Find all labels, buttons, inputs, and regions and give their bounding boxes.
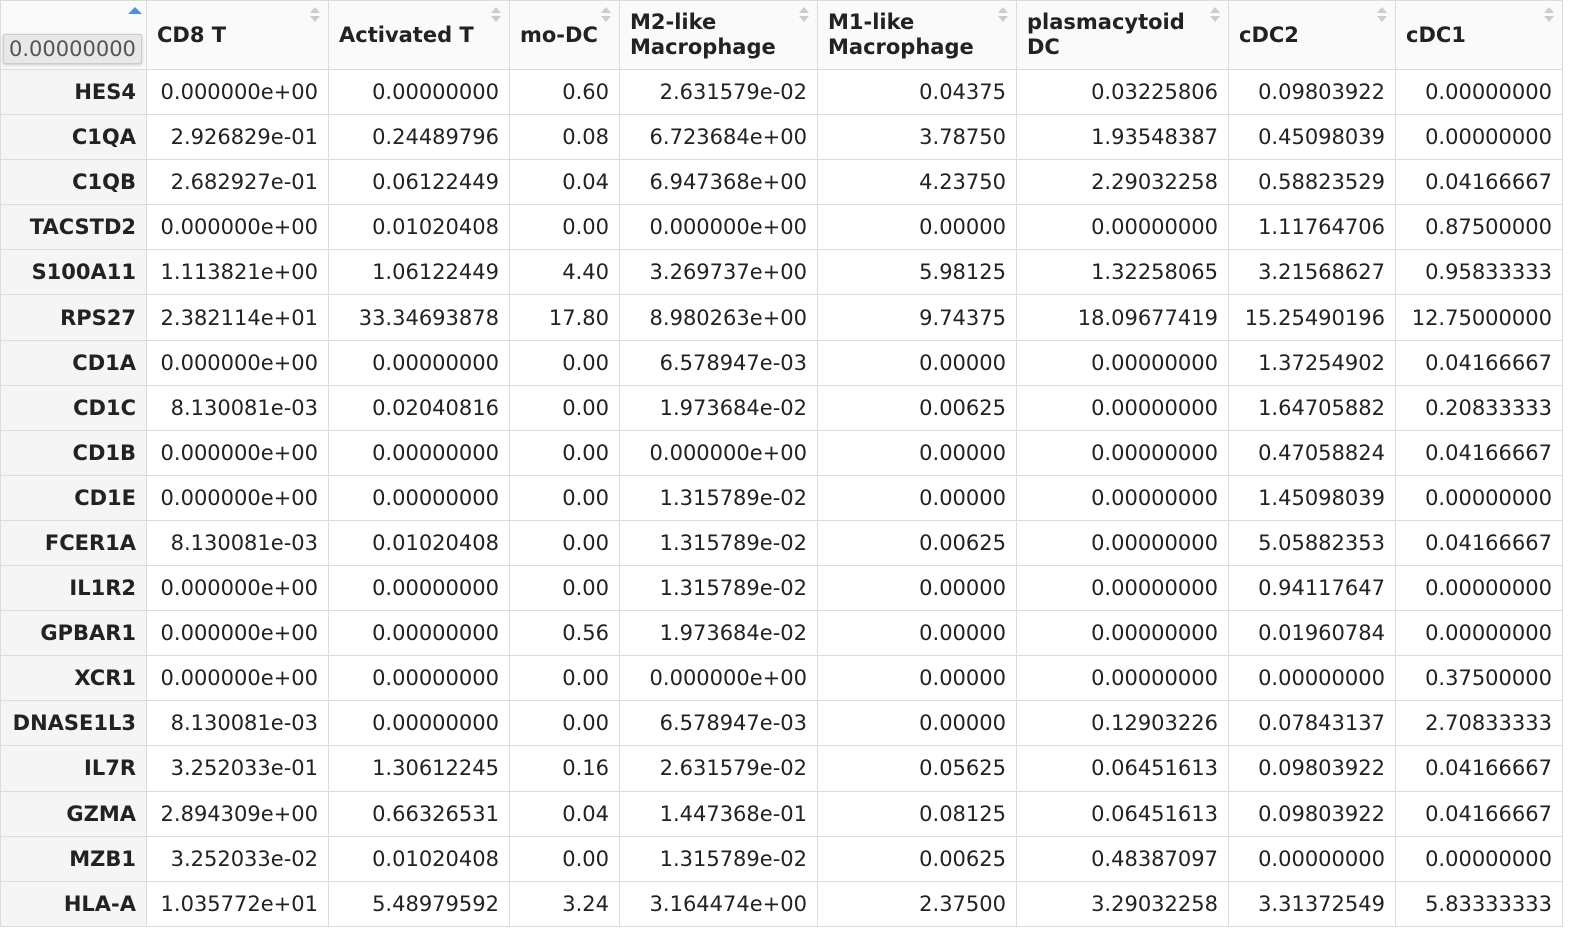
table-cell[interactable]: 1.32258065 [1017, 250, 1229, 295]
table-cell[interactable]: 0.03225806 [1017, 70, 1229, 115]
table-cell[interactable]: 0.00625 [818, 385, 1017, 430]
table-cell[interactable]: 0.00625 [818, 520, 1017, 565]
table-cell[interactable]: 1.93548387 [1017, 115, 1229, 160]
table-cell[interactable]: 0.08 [510, 115, 620, 160]
table-cell[interactable]: 0.000000e+00 [620, 430, 818, 475]
table-row [1, 340, 1563, 385]
table-cell[interactable]: 0.66326531 [329, 791, 510, 836]
table-cell[interactable]: 0.00000 [818, 340, 1017, 385]
sort-icon[interactable] [601, 7, 611, 23]
table-cell[interactable]: 0.00000 [818, 701, 1017, 746]
column-header[interactable] [510, 1, 620, 70]
table-cell[interactable]: 12.75000000 [1396, 295, 1563, 340]
table-cell[interactable]: 0.06122449 [329, 160, 510, 205]
table-cell[interactable]: 0.00000 [818, 566, 1017, 611]
row-name[interactable]: HLA-A [1, 881, 147, 926]
table-cell[interactable]: 1.37254902 [1229, 340, 1396, 385]
table-cell[interactable]: 0.01020408 [329, 520, 510, 565]
table-cell[interactable]: 0.04375 [818, 70, 1017, 115]
table-cell[interactable]: 0.00000000 [1396, 566, 1563, 611]
table-cell[interactable]: 0.000000e+00 [620, 656, 818, 701]
row-name[interactable]: TACSTD2 [1, 205, 147, 250]
table-cell[interactable]: 0.00 [510, 836, 620, 881]
table-row [1, 701, 1563, 746]
column-header[interactable] [818, 1, 1017, 70]
table-row [1, 475, 1563, 520]
table-cell[interactable]: 0.58823529 [1229, 160, 1396, 205]
table-cell[interactable]: 3.164474e+00 [620, 881, 818, 926]
table-cell[interactable]: 0.00 [510, 566, 620, 611]
table-cell[interactable]: 2.70833333 [1396, 701, 1563, 746]
table-cell[interactable]: 5.98125 [818, 250, 1017, 295]
table-cell[interactable]: 0.02040816 [329, 385, 510, 430]
table-cell[interactable]: 0.00000000 [1396, 611, 1563, 656]
table-cell[interactable]: 0.000000e+00 [147, 340, 329, 385]
table-cell[interactable]: 1.973684e-02 [620, 385, 818, 430]
sort-icon[interactable] [998, 7, 1008, 23]
table-cell[interactable]: 0.00000000 [1017, 385, 1229, 430]
table-cell[interactable]: 6.723684e+00 [620, 115, 818, 160]
sort-icon[interactable] [491, 7, 501, 23]
sort-ascending-icon[interactable] [128, 7, 138, 23]
table-cell[interactable]: 0.00000000 [329, 611, 510, 656]
table-row [1, 430, 1563, 475]
table-cell[interactable]: 0.00000000 [1017, 205, 1229, 250]
table-cell[interactable]: 0.00 [510, 701, 620, 746]
table-cell[interactable]: 0.04166667 [1396, 791, 1563, 836]
row-name[interactable]: C1QB [1, 160, 147, 205]
column-header-label: Activated T [339, 22, 474, 47]
column-header[interactable] [1396, 1, 1563, 70]
table-cell[interactable]: 0.00000 [818, 611, 1017, 656]
table-cell[interactable]: 0.00000000 [1017, 340, 1229, 385]
table-cell[interactable]: 0.000000e+00 [147, 566, 329, 611]
table-cell[interactable]: 0.00000000 [329, 70, 510, 115]
table-row [1, 881, 1563, 926]
table-cell[interactable]: 3.31372549 [1229, 881, 1396, 926]
table-cell[interactable]: 0.37500000 [1396, 656, 1563, 701]
column-header[interactable] [620, 1, 818, 70]
table-cell[interactable]: 0.00 [510, 385, 620, 430]
table-row [1, 791, 1563, 836]
table-cell[interactable]: 1.315789e-02 [620, 475, 818, 520]
table-cell[interactable]: 0.00000000 [1017, 520, 1229, 565]
table-cell[interactable]: 0.00000000 [329, 701, 510, 746]
table-row [1, 836, 1563, 881]
table-row [1, 746, 1563, 791]
table-row [1, 656, 1563, 701]
table-cell[interactable]: 0.00000000 [1017, 656, 1229, 701]
table-cell[interactable]: 0.00 [510, 430, 620, 475]
table-cell[interactable]: 0.00 [510, 340, 620, 385]
table-cell[interactable]: 8.130081e-03 [147, 701, 329, 746]
row-name[interactable]: CD1E [1, 475, 147, 520]
table-cell[interactable]: 17.80 [510, 295, 620, 340]
table-cell[interactable]: 0.00000000 [1396, 70, 1563, 115]
table-cell[interactable]: 0.00000000 [1396, 836, 1563, 881]
table-cell[interactable]: 0.05625 [818, 746, 1017, 791]
table-cell[interactable]: 0.00000000 [329, 656, 510, 701]
table-cell[interactable]: 1.113821e+00 [147, 250, 329, 295]
table-row [1, 385, 1563, 430]
table-row [1, 295, 1563, 340]
table-cell[interactable]: 0.00 [510, 656, 620, 701]
table-cell[interactable]: 0.04166667 [1396, 160, 1563, 205]
row-name[interactable]: S100A11 [1, 250, 147, 295]
column-header[interactable] [1229, 1, 1396, 70]
row-name[interactable]: DNASE1L3 [1, 701, 147, 746]
table-cell[interactable]: 0.47058824 [1229, 430, 1396, 475]
table-cell[interactable]: 1.035772e+01 [147, 881, 329, 926]
table-cell[interactable]: 1.315789e-02 [620, 520, 818, 565]
table-cell[interactable]: 0.06451613 [1017, 746, 1229, 791]
sort-icon[interactable] [799, 7, 809, 23]
sort-icon[interactable] [310, 7, 320, 23]
table-cell[interactable]: 0.60 [510, 70, 620, 115]
table-cell[interactable]: 0.12903226 [1017, 701, 1229, 746]
sort-icon[interactable] [1210, 7, 1220, 23]
table-cell[interactable]: 0.24489796 [329, 115, 510, 160]
table-cell[interactable]: 0.00000000 [1396, 115, 1563, 160]
table-cell[interactable]: 2.631579e-02 [620, 746, 818, 791]
column-header-label: mo-DC [520, 22, 598, 47]
table-cell[interactable]: 0.04166667 [1396, 746, 1563, 791]
table-row [1, 250, 1563, 295]
column-header-label: plasmacytoid DC [1027, 10, 1185, 59]
table-cell[interactable]: 3.269737e+00 [620, 250, 818, 295]
row-name[interactable]: C1QA [1, 115, 147, 160]
row-name[interactable]: CD1A [1, 340, 147, 385]
table-cell[interactable]: 18.09677419 [1017, 295, 1229, 340]
table-cell[interactable]: 1.45098039 [1229, 475, 1396, 520]
row-name[interactable]: CD1C [1, 385, 147, 430]
column-header[interactable] [1017, 1, 1229, 70]
table-cell[interactable]: 0.01020408 [329, 836, 510, 881]
table-cell[interactable]: 0.09803922 [1229, 746, 1396, 791]
table-cell[interactable]: 2.382114e+01 [147, 295, 329, 340]
table-cell[interactable]: 0.95833333 [1396, 250, 1563, 295]
table-row [1, 611, 1563, 656]
table-cell[interactable]: 8.130081e-03 [147, 520, 329, 565]
table-cell[interactable]: 2.682927e-01 [147, 160, 329, 205]
table-cell[interactable]: 0.000000e+00 [147, 656, 329, 701]
table-cell[interactable]: 0.00000000 [1396, 475, 1563, 520]
table-cell[interactable]: 0.00000000 [1017, 430, 1229, 475]
row-name[interactable]: RPS27 [1, 295, 147, 340]
table-cell[interactable]: 9.74375 [818, 295, 1017, 340]
table-cell[interactable]: 0.04166667 [1396, 520, 1563, 565]
table-cell[interactable]: 15.25490196 [1229, 295, 1396, 340]
table-cell[interactable]: 1.973684e-02 [620, 611, 818, 656]
table-cell[interactable]: 1.447368e-01 [620, 791, 818, 836]
column-header-label: M1-like Macrophage [828, 10, 974, 59]
table-cell[interactable]: 0.000000e+00 [147, 611, 329, 656]
table-cell[interactable]: 0.20833333 [1396, 385, 1563, 430]
table-cell[interactable]: 0.00000000 [1017, 566, 1229, 611]
table-cell[interactable]: 6.578947e-03 [620, 340, 818, 385]
table-cell[interactable]: 2.894309e+00 [147, 791, 329, 836]
table-cell[interactable]: 33.34693878 [329, 295, 510, 340]
table-cell[interactable]: 0.04 [510, 160, 620, 205]
table-cell[interactable]: 2.37500 [818, 881, 1017, 926]
table-cell[interactable]: 5.83333333 [1396, 881, 1563, 926]
table-cell[interactable]: 3.252033e-02 [147, 836, 329, 881]
table-cell[interactable]: 0.000000e+00 [147, 475, 329, 520]
table-cell[interactable]: 0.00000 [818, 205, 1017, 250]
table-cell[interactable]: 0.00000000 [1017, 611, 1229, 656]
table-cell[interactable]: 0.00000000 [329, 475, 510, 520]
table-row [1, 566, 1563, 611]
table-cell[interactable]: 0.00000000 [329, 340, 510, 385]
table-cell[interactable]: 6.947368e+00 [620, 160, 818, 205]
table-cell[interactable]: 0.00625 [818, 836, 1017, 881]
table-cell[interactable]: 0.04 [510, 791, 620, 836]
row-name[interactable]: CD1B [1, 430, 147, 475]
table-cell[interactable]: 1.64705882 [1229, 385, 1396, 430]
table-cell[interactable]: 3.21568627 [1229, 250, 1396, 295]
column-header-label: cDC1 [1406, 22, 1466, 47]
table-cell[interactable]: 0.00 [510, 520, 620, 565]
row-name[interactable]: GPBAR1 [1, 611, 147, 656]
cell-tooltip: 0.00000000 [3, 34, 142, 64]
table-cell[interactable]: 0.06451613 [1017, 791, 1229, 836]
table-row [1, 520, 1563, 565]
table-cell[interactable]: 2.926829e-01 [147, 115, 329, 160]
row-name[interactable]: HES4 [1, 70, 147, 115]
table-cell[interactable]: 0.000000e+00 [620, 205, 818, 250]
table-cell[interactable]: 0.45098039 [1229, 115, 1396, 160]
table-cell[interactable]: 0.000000e+00 [147, 205, 329, 250]
table-cell[interactable]: 1.30612245 [329, 746, 510, 791]
table-cell[interactable]: 0.00 [510, 475, 620, 520]
table-cell[interactable]: 3.24 [510, 881, 620, 926]
column-header-label: cDC2 [1239, 22, 1299, 47]
table-cell[interactable]: 3.78750 [818, 115, 1017, 160]
table-cell[interactable]: 0.04166667 [1396, 340, 1563, 385]
column-header[interactable] [329, 1, 510, 70]
row-name[interactable]: MZB1 [1, 836, 147, 881]
table-cell[interactable]: 3.29032258 [1017, 881, 1229, 926]
table-body [1, 70, 1563, 927]
table-cell[interactable]: 2.29032258 [1017, 160, 1229, 205]
table-cell[interactable]: 1.315789e-02 [620, 566, 818, 611]
column-header-label: M2-like Macrophage [630, 10, 776, 59]
table-cell[interactable]: 6.578947e-03 [620, 701, 818, 746]
row-name[interactable]: IL1R2 [1, 566, 147, 611]
table-cell[interactable]: 0.16 [510, 746, 620, 791]
table-cell[interactable]: 0.00000000 [329, 430, 510, 475]
row-name[interactable]: XCR1 [1, 656, 147, 701]
table-cell[interactable]: 0.09803922 [1229, 70, 1396, 115]
table-cell[interactable]: 1.315789e-02 [620, 836, 818, 881]
table-cell[interactable]: 0.000000e+00 [147, 430, 329, 475]
table-cell[interactable]: 8.130081e-03 [147, 385, 329, 430]
table-cell[interactable]: 1.06122449 [329, 250, 510, 295]
sort-icon[interactable] [1544, 7, 1554, 23]
table-row [1, 70, 1563, 115]
table-cell[interactable]: 0.00000000 [1229, 656, 1396, 701]
table-cell[interactable]: 0.00000 [818, 430, 1017, 475]
header-row [1, 1, 1563, 70]
table-cell[interactable]: 0.87500000 [1396, 205, 1563, 250]
column-header-label: CD8 T [157, 22, 227, 47]
table-cell[interactable]: 0.01960784 [1229, 611, 1396, 656]
table-cell[interactable]: 0.000000e+00 [147, 70, 329, 115]
table-cell[interactable]: 4.23750 [818, 160, 1017, 205]
table-cell[interactable]: 1.11764706 [1229, 205, 1396, 250]
table-cell[interactable]: 0.00000000 [1229, 836, 1396, 881]
table-row [1, 160, 1563, 205]
table-cell[interactable]: 0.07843137 [1229, 701, 1396, 746]
table-cell[interactable]: 5.05882353 [1229, 520, 1396, 565]
row-name[interactable]: GZMA [1, 791, 147, 836]
table-cell[interactable]: 0.56 [510, 611, 620, 656]
table-cell[interactable]: 4.40 [510, 250, 620, 295]
table-cell[interactable]: 8.980263e+00 [620, 295, 818, 340]
table-row [1, 115, 1563, 160]
table-cell[interactable]: 0.01020408 [329, 205, 510, 250]
table-cell[interactable]: 3.252033e-01 [147, 746, 329, 791]
row-name[interactable]: IL7R [1, 746, 147, 791]
table-cell[interactable]: 0.94117647 [1229, 566, 1396, 611]
table-cell[interactable]: 0.00000 [818, 475, 1017, 520]
table-cell[interactable]: 0.00000000 [329, 566, 510, 611]
table-cell[interactable]: 0.08125 [818, 791, 1017, 836]
table-cell[interactable]: 5.48979592 [329, 881, 510, 926]
table-cell[interactable]: 0.00 [510, 205, 620, 250]
column-header[interactable] [147, 1, 329, 70]
table-cell[interactable]: 0.00000000 [1017, 475, 1229, 520]
sort-icon[interactable] [1377, 7, 1387, 23]
table-cell[interactable]: 2.631579e-02 [620, 70, 818, 115]
table-row [1, 205, 1563, 250]
table-cell[interactable]: 0.48387097 [1017, 836, 1229, 881]
table-cell[interactable]: 0.00000 [818, 656, 1017, 701]
row-name[interactable]: FCER1A [1, 520, 147, 565]
table-cell[interactable]: 0.09803922 [1229, 791, 1396, 836]
table-cell[interactable]: 0.04166667 [1396, 430, 1563, 475]
